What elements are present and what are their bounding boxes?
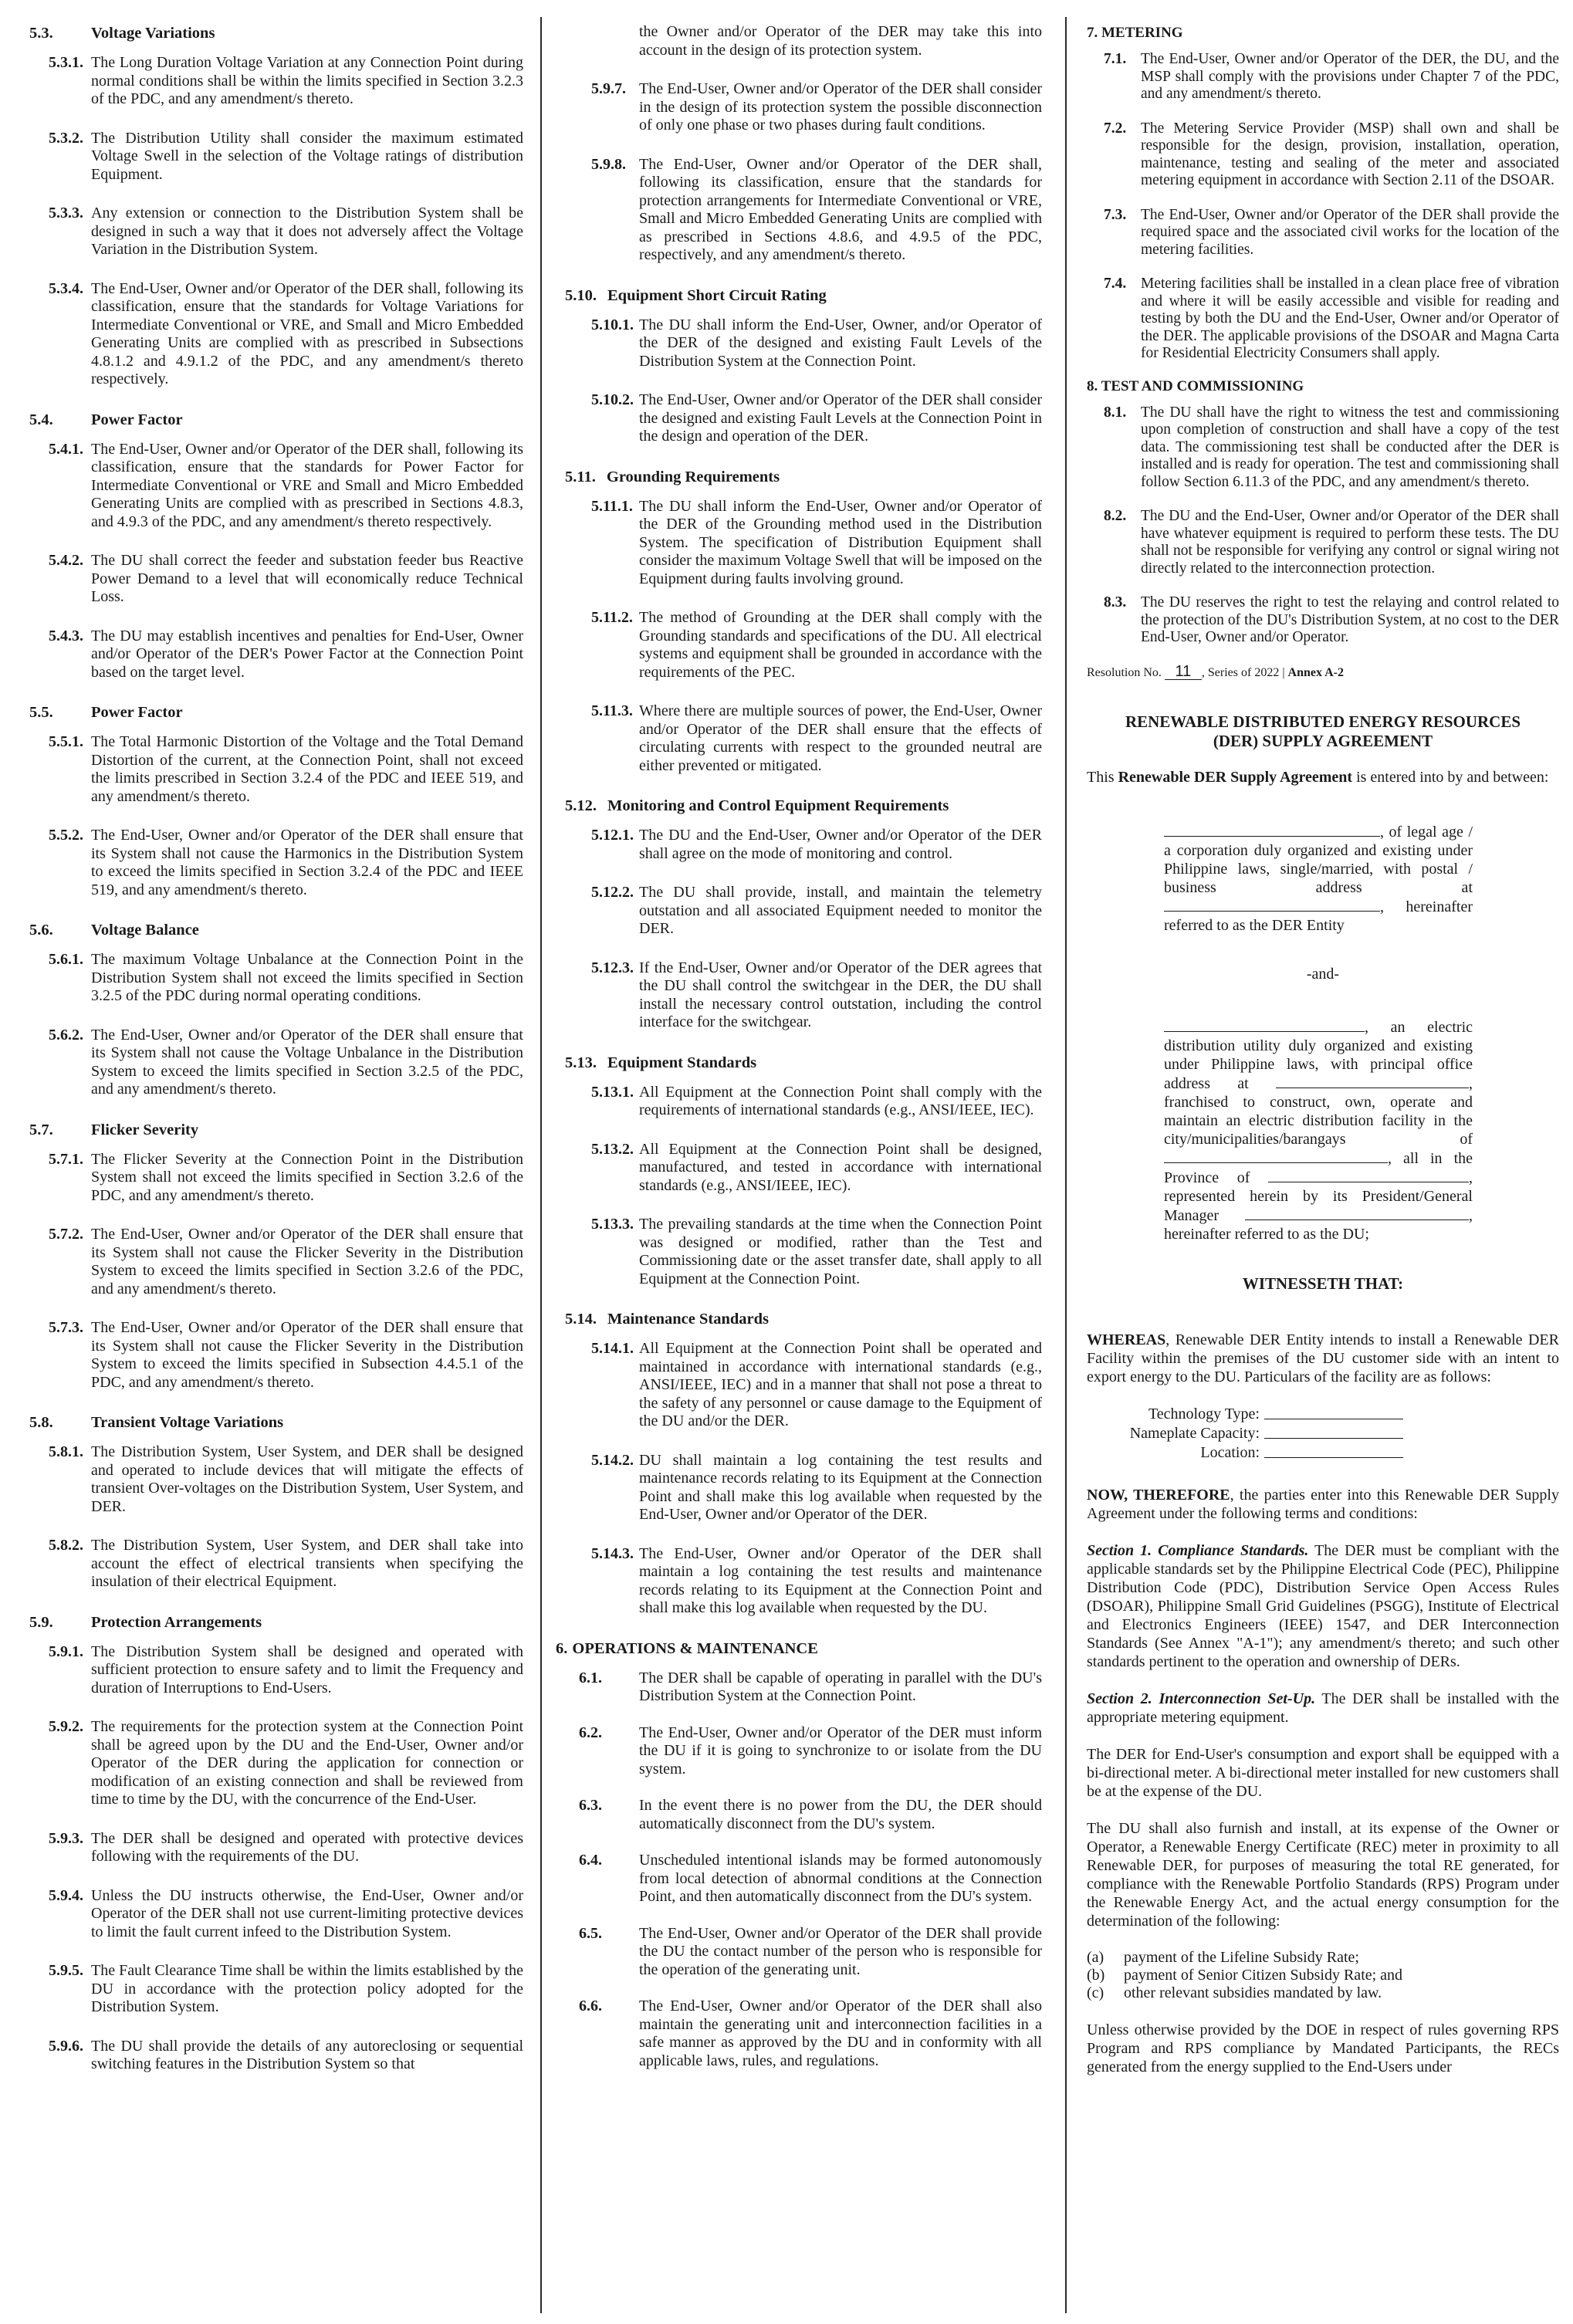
clause-number: 5.13.2. bbox=[591, 1140, 634, 1158]
particular-row bbox=[1087, 1443, 1559, 1463]
section-title: Maintenance Standards bbox=[607, 1311, 770, 1328]
clause bbox=[1087, 51, 1559, 103]
clause-text: The DER shall be capable of operating in parallel with the DU's Distribution System at the Connection Point. bbox=[639, 1669, 1042, 1704]
clause bbox=[29, 951, 523, 1006]
clause bbox=[556, 1340, 1042, 1431]
clause-number: 7.3. bbox=[1104, 206, 1127, 223]
clause bbox=[556, 609, 1042, 682]
section-title: Power Factor bbox=[91, 704, 183, 721]
clause-text: The End-User, Owner and/or Operator of the DER shall maintain a log containing the test results and maintenance records relating to its Equipment at the Connection Point and shall make this log available when requested by the DU. bbox=[639, 1544, 1042, 1616]
clause bbox=[29, 1537, 523, 1592]
now-therefore-bold: NOW, THEREFORE bbox=[1087, 1486, 1230, 1504]
section-number: 5.4. bbox=[29, 411, 53, 428]
clause bbox=[29, 1151, 523, 1206]
clause-number: 5.6.2. bbox=[49, 1026, 83, 1044]
clause-text: The End-User, Owner and/or Operator of the DER shall ensure that its System shall not cause the Flicker Severity in the Distribution System to exceed the limits specified in Section 3.2.6 of the PDC, and any amendment/s thereto. bbox=[91, 1226, 523, 1297]
clause bbox=[29, 733, 523, 806]
column-divider bbox=[1065, 17, 1067, 2313]
clause-number: 5.5.1. bbox=[49, 733, 83, 750]
clause-number: 7.1. bbox=[1104, 51, 1127, 67]
clause bbox=[556, 884, 1042, 939]
section-number: 5.12. bbox=[565, 797, 597, 814]
resolution-suffix: , Series of 2022 | bbox=[1201, 665, 1285, 679]
clause-number: 8.2. bbox=[1104, 508, 1127, 524]
list-marker: (c) bbox=[1087, 1984, 1104, 2001]
section-1-text: The DER must be compliant with the applicable standards set by the Philippine Electrical Code (PEC), Philippine Distribution Code (PDC), Distribution Service Open Access Rules (DSOAR), Philippine Small Grid Guidelines (PSGG), Institute of Electrical and Electronics Engineers (IEEE) 1547, and DER Interconnection Standards (See Annex "A-1"); any amendment/s thereto; and such other standards pertinent to the operation and ownership of DERs. bbox=[1087, 1541, 1560, 1670]
clause-number: 5.5.2. bbox=[49, 827, 83, 844]
clause-number: 5.11.3. bbox=[591, 702, 633, 719]
clause-number: 5.3.1. bbox=[49, 54, 83, 71]
list-marker: (a) bbox=[1087, 1948, 1104, 1966]
section-heading bbox=[29, 1612, 523, 1632]
clause bbox=[1087, 508, 1559, 577]
section-title: Voltage Balance bbox=[91, 922, 199, 939]
witnesseth-heading: WITNESSETH THAT: bbox=[1242, 1274, 1404, 1293]
test-clauses bbox=[1087, 404, 1559, 647]
section-2-label: Section 2. Interconnection Set-Up. bbox=[1087, 1690, 1316, 1707]
clause-number: 6.2. bbox=[579, 1724, 602, 1741]
clause-number: 5.7.1. bbox=[49, 1150, 83, 1168]
blank-line bbox=[1264, 1405, 1403, 1419]
section-heading bbox=[29, 702, 523, 722]
blank-line bbox=[1245, 1206, 1469, 1220]
clause bbox=[29, 552, 523, 607]
clause-text: The End-User, Owner and/or Operator of the DER shall consider in the design of its protection system the possible disconnection of only one phase or two phases during fault conditions. bbox=[639, 80, 1042, 134]
clause bbox=[556, 1452, 1042, 1524]
clause-number: 5.3.4. bbox=[49, 279, 83, 297]
clause bbox=[556, 1852, 1042, 1906]
clause bbox=[29, 280, 523, 389]
intro-bold: Renewable DER Supply Agreement bbox=[1118, 768, 1353, 786]
clause bbox=[556, 1724, 1042, 1779]
clause bbox=[556, 1545, 1042, 1618]
list-marker: (b) bbox=[1087, 1966, 1105, 1984]
section-heading bbox=[29, 23, 523, 43]
section-heading bbox=[29, 1412, 523, 1433]
whereas-paragraph bbox=[1087, 1331, 1559, 1386]
clause-text: The Total Harmonic Distortion of the Voltage and the Total Demand Distortion of the current, at the Connection Point, shall not exceed the limits prescribed in Section 3.2.4 of the PDC and IEEE 519, and any amendment/s thereto. bbox=[91, 733, 523, 805]
section-heading bbox=[565, 286, 1042, 306]
section-heading bbox=[29, 410, 523, 430]
clause-number: 8.3. bbox=[1104, 594, 1127, 611]
section-heading-metering: 7. METERING bbox=[1087, 25, 1183, 41]
section-1-label: Section 1. Compliance Standards. bbox=[1087, 1541, 1309, 1559]
clause-text: The DU shall correct the feeder and substation feeder bus Reactive Power Demand to a level that will economically reduce Technical Loss. bbox=[91, 552, 523, 605]
section-number: 5.9. bbox=[29, 1613, 53, 1631]
clause bbox=[29, 54, 523, 109]
unless-paragraph: Unless otherwise provided by the DOE in respect of rules governing RPS Program and RPS compliance by Mandated Participants, the RECs generated from the energy supplied to the End-Users under bbox=[1087, 2021, 1559, 2075]
agreement-intro bbox=[1087, 768, 1559, 787]
section-number: 5.3. bbox=[29, 25, 53, 42]
clause-text: The End-User, Owner and/or Operator of the DER must inform the DU if it is going to synchronize to or isolate from the DU system. bbox=[639, 1724, 1042, 1778]
party2-text-a: , an electric distribution utility duly organized and existing under Philippine laws, with principal office address at bbox=[1164, 1018, 1473, 1092]
clause-text: The End-User, Owner and/or Operator of the DER shall ensure that its System shall not cause the Harmonics in the Distribution System to exceed the limits specified in Section 3.2.4 of the PDC and IEEE 519, and any amendment/s thereto. bbox=[91, 827, 523, 898]
party-der-entity bbox=[1164, 822, 1473, 935]
clause-text: The End-User, Owner and/or Operator of the DER shall consider the designed and existing Fault Levels at the Connection Point in the design and operation of the DER. bbox=[639, 391, 1042, 445]
clause-text: The Distribution System, User System, and DER shall be designed and operated to include devices that will mitigate the effects of transient Over-voltages on the Distribution System, User System, and DER. bbox=[91, 1443, 523, 1515]
section-number: 5.11. bbox=[565, 468, 596, 485]
clause-text: The Long Duration Voltage Variation at any Connection Point during normal conditions shall be within the limits specified in Section 3.2.3 of the PDC, and any amendment/s thereto. bbox=[91, 54, 523, 107]
resolution-prefix: Resolution No. bbox=[1087, 665, 1162, 679]
clause-number: 5.11.1. bbox=[591, 497, 633, 515]
clause bbox=[556, 1669, 1042, 1706]
now-therefore-text: , the parties enter into this Renewable DER Supply Agreement under the following terms and conditions: bbox=[1087, 1486, 1559, 1522]
clause-text: In the event there is no power from the DU, the DER should automatically disconnect from the DU's system. bbox=[639, 1797, 1042, 1832]
clause bbox=[556, 498, 1042, 589]
clause-number: 5.9.4. bbox=[49, 1886, 83, 1904]
and-separator: -and- bbox=[1306, 965, 1340, 983]
party-du bbox=[1164, 1017, 1473, 1243]
now-therefore-paragraph bbox=[1087, 1486, 1559, 1523]
clause-number: 5.14.1. bbox=[591, 1340, 634, 1357]
resolution-number: 11 bbox=[1165, 664, 1202, 680]
left-column bbox=[29, 23, 523, 2095]
clause-text: All Equipment at the Connection Point shall comply with the requirements of international standards (e.g., ANSI/IEEE, IEC). bbox=[639, 1083, 1042, 1118]
clause-number: 5.9.2. bbox=[49, 1718, 83, 1735]
clause-number: 5.14.2. bbox=[591, 1451, 634, 1469]
clause-text: The method of Grounding at the DER shall comply with the Grounding standards and specifications of the DU. All electrical systems and equipment shall be grounded in accordance with the requirements of the PEC. bbox=[639, 609, 1042, 681]
rec-meter-paragraph: The DU shall also furnish and install, at its expense of the Owner or Operator, a Renewable Energy Certificate (REC) meter in proximity to all Renewable DER, for purposes of measuring the total RE generated, for compliance with the Renewable Portfolio Standards (RPS) Program under the Renewable Energy Act, and the actual energy consumption for the determination of the following: bbox=[1087, 1819, 1559, 1930]
clause-text: The End-User, Owner and/or Operator of the DER shall also maintain the generating unit and interconnection facilities in a safe manner as approved by the DU and in conformity with all applicable laws, rules, and regulations. bbox=[639, 1998, 1042, 2069]
clause bbox=[556, 959, 1042, 1032]
clause-number: 5.9.7. bbox=[591, 80, 626, 97]
clause bbox=[556, 156, 1042, 265]
clause-number: 7.2. bbox=[1104, 120, 1127, 137]
section-title: Protection Arrangements bbox=[91, 1613, 262, 1631]
clause-number: 5.9.1. bbox=[49, 1642, 83, 1660]
metering-clauses bbox=[1087, 51, 1559, 363]
clause-number: 6.5. bbox=[579, 1924, 602, 1942]
clause-text: The End-User, Owner and/or Operator of the DER shall ensure that its System shall not cause the Voltage Unbalance in the Distribution System to exceed the limits specified in Section 3.2.5 of the PDC, and any amendment/s thereto. bbox=[91, 1026, 523, 1098]
clause-number: 5.9.5. bbox=[49, 1962, 83, 1979]
blank-line bbox=[1164, 1017, 1365, 1032]
section-number: 5.10. bbox=[565, 286, 597, 304]
clause-text: The End-User, Owner and/or Operator of the DER shall provide the DU the contact number of the person who is responsible for the operation of the generating unit. bbox=[639, 1924, 1042, 1978]
clause-text: All Equipment at the Connection Point shall be operated and maintained in accordance with international standards (e.g., ANSI/IEEE, IEC) and in a manner that shall not pose a threat to the safety of any personnel or cause damage to the Equipment of the DU and/or the DER. bbox=[639, 1340, 1042, 1429]
clause-number: 5.6.1. bbox=[49, 951, 83, 968]
clause-text: Unless the DU instructs otherwise, the End-User, Owner and/or Operator of the DER shall not use current-limiting protective devices to limit the fault current infeed to the Distribution System. bbox=[91, 1886, 523, 1940]
section-heading bbox=[565, 1309, 1042, 1329]
clause-number: 5.13.1. bbox=[591, 1083, 634, 1101]
clause-text: The End-User, Owner and/or Operator of the DER, the DU, and the MSP shall comply with the provisions under Chapter 7 of the PDC, and any amendment/s thereto. bbox=[1141, 51, 1559, 102]
party2-text-c: , all in the Province of bbox=[1164, 1149, 1473, 1186]
section-2-paragraph bbox=[1087, 1690, 1559, 1727]
clause-number: 5.3.3. bbox=[49, 205, 83, 222]
agreement-title bbox=[1087, 712, 1559, 751]
clause bbox=[556, 827, 1042, 863]
clause bbox=[556, 702, 1042, 775]
clause bbox=[1087, 207, 1559, 259]
clause bbox=[29, 1887, 523, 1942]
clause-number: 5.12.3. bbox=[591, 959, 634, 976]
blank-line bbox=[1264, 1443, 1403, 1458]
section-2-text: The DER shall be installed with the appropriate metering equipment. bbox=[1087, 1690, 1560, 1726]
clause bbox=[29, 827, 523, 899]
clause-text: All Equipment at the Connection Point shall be designed, manufactured, and tested in accordance with international standards (e.g., ANSI/IEEE, IEC). bbox=[639, 1140, 1042, 1194]
clause-number: 5.8.1. bbox=[49, 1443, 83, 1460]
section-number: 5.13. bbox=[565, 1054, 597, 1071]
clause-text: The DU shall have the right to witness the test and commissioning upon completion of construction and shall have a copy of the test data. The commissioning test shall be conducted after the DER is installed and is ready for operation. The test and commissioning shall follow Section 6.11.3 of the PDC, and any amendment/s thereto. bbox=[1141, 404, 1559, 490]
clause-text: The DU shall inform the End-User, Owner and/or Operator of the DER of the Grounding method used in the Distribution System. The specification of Distribution Equipment shall consider the maximum Voltage Swell that will be imposed on the Equipment during faults involving ground. bbox=[639, 497, 1042, 587]
clause bbox=[29, 441, 523, 532]
clause-text: The DU and the End-User, Owner and/or Operator of the DER shall have whatever equipment is required to perform these tests. The DU shall not be responsible for verifying any control or signal wiring not directly related to the interconnection protection. bbox=[1141, 508, 1559, 577]
right-column bbox=[1087, 23, 1559, 2095]
section-title: Equipment Standards bbox=[607, 1054, 757, 1071]
clause-text: Unscheduled intentional islands may be formed autonomously from local detection of abnormal conditions at the Connection Point, and then automatically disconnect from the DU's system. bbox=[639, 1852, 1042, 1905]
resolution-line bbox=[1087, 664, 1559, 682]
intro-suffix: is entered into by and between: bbox=[1356, 768, 1549, 786]
list-text: payment of Senior Citizen Subsidy Rate; and bbox=[1124, 1966, 1403, 1984]
list-item bbox=[1087, 1949, 1559, 1967]
blank-line bbox=[1164, 897, 1380, 912]
clause-number: 6.6. bbox=[579, 1998, 602, 2014]
whereas-text: , Renewable DER Entity intends to install a Renewable DER Facility within the premises of the DU customer side with an intent to export energy to the DU. Particulars of the facility are as follows: bbox=[1087, 1331, 1559, 1385]
clause-number: 5.12.2. bbox=[591, 884, 634, 901]
clause-number: 5.3.2. bbox=[49, 129, 83, 147]
clause bbox=[1087, 276, 1559, 363]
bidirectional-meter-paragraph: The DER for End-User's consumption and export shall be equipped with a bi-directional meter. A bi-directional meter installed for new customers shall be at the expense of the DU. bbox=[1087, 1745, 1559, 1800]
clause bbox=[1087, 594, 1559, 647]
clause-continuation: the Owner and/or Operator of the DER may take this into account in the design of its protection system. bbox=[639, 23, 1042, 59]
list-text: other relevant subsidies mandated by law. bbox=[1124, 1984, 1382, 2001]
clause bbox=[29, 1830, 523, 1866]
clause-number: 5.4.1. bbox=[49, 440, 83, 458]
clause-text: The Fault Clearance Time shall be within the limits established by the DU in accordance with the protection policy adopted for the Distribution System. bbox=[91, 1962, 523, 2015]
section-number: 5.6. bbox=[29, 922, 53, 939]
particular-label: Location: bbox=[1200, 1443, 1260, 1461]
clause-text: The End-User, Owner and/or Operator of the DER shall, following its classification, ensure that the standards for Power Factor for Intermediate Conventional or VRE and Small and Micro Embedded Generating Units are complied with as prescribed in Sections 4.8.3, and 4.9.3 of the PDC, and any amendment/s thereto respectively. bbox=[91, 440, 523, 530]
clause-text: The DU reserves the right to test the relaying and control related to the protection of the DU's Distribution System, at no cost to the DER End-User, Owner and/or Operator. bbox=[1141, 594, 1559, 645]
clause bbox=[556, 1216, 1042, 1288]
clause-text: The maximum Voltage Unbalance at the Connection Point in the Distribution System shall not exceed the limits specified in Section 3.2.5 of the PDC during normal operating conditions. bbox=[91, 951, 523, 1004]
clause bbox=[29, 1718, 523, 1809]
clause bbox=[556, 391, 1042, 446]
clause bbox=[556, 1084, 1042, 1120]
clause bbox=[556, 1925, 1042, 1980]
clause-text: The Metering Service Provider (MSP) shall own and shall be responsible for the design, provision, installation, operation, maintenance, testing and sealing of the meter and associated metering equipment in accordance with Section 2.11 of the DSOAR. bbox=[1141, 120, 1559, 188]
party2-text-e: , hereinafter referred to as the DU; bbox=[1164, 1206, 1473, 1243]
intro-prefix: This bbox=[1087, 768, 1115, 786]
section-heading bbox=[565, 1053, 1042, 1073]
particular-label: Technology Type: bbox=[1148, 1405, 1260, 1422]
party1-text-b: , hereinafter referred to as the DER Entity bbox=[1164, 898, 1473, 934]
agreement-title-line-2: (DER) SUPPLY AGREEMENT bbox=[1213, 731, 1433, 750]
clause-number: 8.1. bbox=[1104, 404, 1127, 421]
clause bbox=[29, 1643, 523, 1698]
clause-text: The DER shall be designed and operated with protective devices following with the requirements of the DU. bbox=[91, 1829, 523, 1865]
clause-text: The prevailing standards at the time when the Connection Point was designed or modified, rather than the Test and Commissioning date or the asset transfer date, shall apply to all Equipment at the Connection Point. bbox=[639, 1216, 1042, 1287]
clause-text: The Flicker Severity at the Connection Point in the Distribution System shall not exceed the limits specified in Section 3.2.6 of the PDC, and any amendment/s thereto. bbox=[91, 1150, 523, 1204]
clause-number: 6.1. bbox=[579, 1669, 602, 1686]
list-item bbox=[1087, 1967, 1559, 1984]
clause-text: The DU and the End-User, Owner and/or Operator of the DER shall agree on the mode of monitoring and control. bbox=[639, 827, 1042, 862]
clause-text: The DU shall inform the End-User, Owner, and/or Operator of the DER of the designed and existing Fault Levels of the Distribution System at the Connection Point. bbox=[639, 316, 1042, 370]
clause-number: 7.4. bbox=[1104, 276, 1127, 292]
clause-number: 5.14.3. bbox=[591, 1544, 634, 1562]
clause-text: The DU may establish incentives and penalties for End-User, Owner and/or Operator of the DER's Power Factor at the Connection Point based on the target level. bbox=[91, 627, 523, 681]
section-number: 5.14. bbox=[565, 1311, 597, 1328]
party1-text-a: , of legal age / a corporation duly organized and existing under Philippine laws, single/married, with postal / business address at bbox=[1164, 823, 1473, 896]
section-1-paragraph bbox=[1087, 1541, 1559, 1671]
middle-column bbox=[556, 23, 1042, 2089]
clause bbox=[29, 2038, 523, 2074]
particular-row bbox=[1087, 1405, 1559, 1424]
section-heading bbox=[29, 1120, 523, 1140]
subsidy-list bbox=[1087, 1949, 1559, 2002]
section-title: Equipment Short Circuit Rating bbox=[607, 286, 827, 304]
clause-number: 5.9.6. bbox=[49, 2037, 83, 2055]
agreement-title-line-1: RENEWABLE DISTRIBUTED ENERGY RESOURCES bbox=[1125, 712, 1521, 731]
clause-text: The End-User, Owner and/or Operator of the DER shall ensure that its System shall not cause the Flicker Severity in the Distribution System to exceed the limits specified in Subsection 4.4.5.1 of the PDC, and any amendment/s thereto. bbox=[91, 1319, 523, 1391]
clause bbox=[1087, 120, 1559, 190]
clause-text: The requirements for the protection system at the Connection Point shall be agreed upon by the DU and the End-User, Owner and/or Operator of the DER during the application for connection or modification of an existing connection and shall be reviewed from time to time by the DU, with the concurrence of the End-User. bbox=[91, 1718, 523, 1808]
whereas-bold: WHEREAS bbox=[1087, 1331, 1166, 1348]
clause bbox=[29, 628, 523, 682]
section-title: Voltage Variations bbox=[91, 25, 215, 42]
clause-number: 5.7.3. bbox=[49, 1319, 83, 1336]
clause-number: 5.7.2. bbox=[49, 1226, 83, 1243]
section-title: Monitoring and Control Equipment Requirements bbox=[607, 797, 949, 814]
section-heading-test: 8. TEST AND COMMISSIONING bbox=[1087, 377, 1304, 394]
clause-text: Where there are multiple sources of power, the End-User, Owner and/or Operator of the DER shall ensure that the effects of circulating currents with respect to the grounded neutral are either prevented or mitigated. bbox=[639, 702, 1042, 774]
column-divider bbox=[540, 17, 542, 2313]
section-title: Power Factor bbox=[91, 411, 183, 428]
section-number: 5.5. bbox=[29, 704, 53, 721]
section-heading bbox=[565, 467, 1042, 487]
clause-text: Metering facilities shall be installed in a clean place free of vibration and where it will be easily accessible and visible for reading and testing by both the DU and the End-User, Owner and/or Operator of the DER. The applicable provisions of the DSOAR and Magna Carta for Residential Electricity Consumers shall apply. bbox=[1141, 276, 1559, 361]
clause-text: The Distribution Utility shall consider the maximum estimated Voltage Swell in the selection of the Voltage ratings of distribution Equipment. bbox=[91, 129, 523, 183]
clause-text: The DU shall provide, install, and maintain the telemetry outstation and all associated Equipment needed to monitor the DER. bbox=[639, 884, 1042, 937]
clause bbox=[29, 205, 523, 259]
clause-number: 5.10.2. bbox=[591, 391, 634, 408]
clause-text: The End-User, Owner and/or Operator of the DER shall provide the required space and the associated civil works for the location of the metering facilities. bbox=[1141, 206, 1559, 258]
section-title: Grounding Requirements bbox=[606, 468, 780, 485]
clause-number: 5.9.8. bbox=[591, 155, 626, 173]
clause-number: 5.13.3. bbox=[591, 1216, 634, 1233]
clause bbox=[29, 1962, 523, 2017]
section-heading bbox=[556, 1639, 1042, 1659]
clause bbox=[556, 316, 1042, 371]
clause-number: 5.9.3. bbox=[49, 1829, 83, 1847]
particular-label: Nameplate Capacity: bbox=[1129, 1424, 1260, 1442]
section-number: 5.7. bbox=[29, 1121, 53, 1138]
party2-text-d: , represented herein by its President/General Manager bbox=[1164, 1169, 1473, 1224]
section-title: Transient Voltage Variations bbox=[91, 1414, 284, 1431]
party2-text-b: , franchised to construct, own, operate and maintain an electric distribution facility in the city/municipalities/barangays of bbox=[1164, 1074, 1473, 1148]
section-number: 6. bbox=[556, 1639, 568, 1657]
clause-text: The Distribution System, User System, and DER shall take into account the effect of electrical transients when specifying the insulation of their electrical Equipment. bbox=[91, 1537, 523, 1590]
clause bbox=[29, 1319, 523, 1392]
clause-number: 5.12.1. bbox=[591, 827, 634, 844]
clause-text: The Distribution System shall be designed and operated with sufficient protection to ensure safety and to limit the Frequency and duration of Interruptions to End-Users. bbox=[91, 1642, 523, 1696]
clause-number: 5.10.1. bbox=[591, 316, 634, 333]
clause bbox=[29, 1027, 523, 1099]
clause bbox=[29, 1443, 523, 1516]
blank-line bbox=[1264, 1424, 1403, 1439]
section-heading bbox=[565, 796, 1042, 816]
clause-number: 5.4.2. bbox=[49, 552, 83, 569]
blank-line bbox=[1276, 1074, 1469, 1088]
section-heading bbox=[29, 920, 523, 940]
clause bbox=[556, 80, 1042, 135]
blank-line bbox=[1164, 822, 1380, 837]
clause-text: The End-User, Owner and/or Operator of the DER shall, following its classification, ensure that the standards for Voltage Variations for Intermediate Conventional or VRE, and Small and Micro Embedded Generating Units are complied with as prescribed in Subsections 4.8.1.2 and 4.9.1.2 of the PDC, and any amendment/s thereto respectively. bbox=[91, 279, 523, 387]
clause-text: The DU shall provide the details of any autoreclosing or sequential switching features in the Distribution System so that bbox=[91, 2037, 523, 2072]
section-title: OPERATIONS & MAINTENANCE bbox=[572, 1639, 818, 1657]
clause-number: 5.11.2. bbox=[591, 609, 633, 626]
clause-number: 6.3. bbox=[579, 1797, 602, 1814]
blank-line bbox=[1268, 1168, 1469, 1182]
facility-particulars bbox=[1087, 1405, 1559, 1463]
clause-number: 5.8.2. bbox=[49, 1537, 83, 1554]
clause bbox=[29, 130, 523, 184]
section-number: 5.8. bbox=[29, 1414, 53, 1431]
clause bbox=[556, 1797, 1042, 1833]
list-text: payment of the Lifeline Subsidy Rate; bbox=[1124, 1948, 1359, 1966]
clause bbox=[29, 1226, 523, 1298]
clause-text: If the End-User, Owner and/or Operator of the DER agrees that the DU shall control the switchgear in the DER, the DU shall install the necessary control outstation, including the control interface for the switchgear. bbox=[639, 959, 1042, 1030]
clause bbox=[556, 1141, 1042, 1196]
list-item bbox=[1087, 1984, 1559, 2002]
blank-line bbox=[1164, 1148, 1388, 1163]
clause-text: Any extension or connection to the Distribution System shall be designed in such a way that it does not adversely affect the Voltage Variation in the Distribution System. bbox=[91, 205, 523, 258]
clause bbox=[1087, 404, 1559, 492]
section-title: Flicker Severity bbox=[91, 1121, 199, 1138]
clause-number: 6.4. bbox=[579, 1852, 602, 1869]
clause bbox=[556, 1998, 1042, 2070]
particular-row bbox=[1087, 1424, 1559, 1443]
clause-number: 5.4.3. bbox=[49, 627, 83, 644]
clause-text: DU shall maintain a log containing the test results and maintenance records relating to its Equipment at the Connection Point and shall make this log available when requested by the End-User, Owner and/or Operator of the DER. bbox=[639, 1451, 1042, 1523]
annex-label: Annex A-2 bbox=[1287, 665, 1344, 679]
clause-text: The End-User, Owner and/or Operator of the DER shall, following its classification, ensure that the standards for protection arrangements for Intermediate Conventional or VRE, Small and Micro Embedded Generating Units are complied with as prescribed in Sections 4.8.6, and 4.9.5 of the PDC, respectively, and any amendment/s thereto. bbox=[639, 155, 1042, 263]
